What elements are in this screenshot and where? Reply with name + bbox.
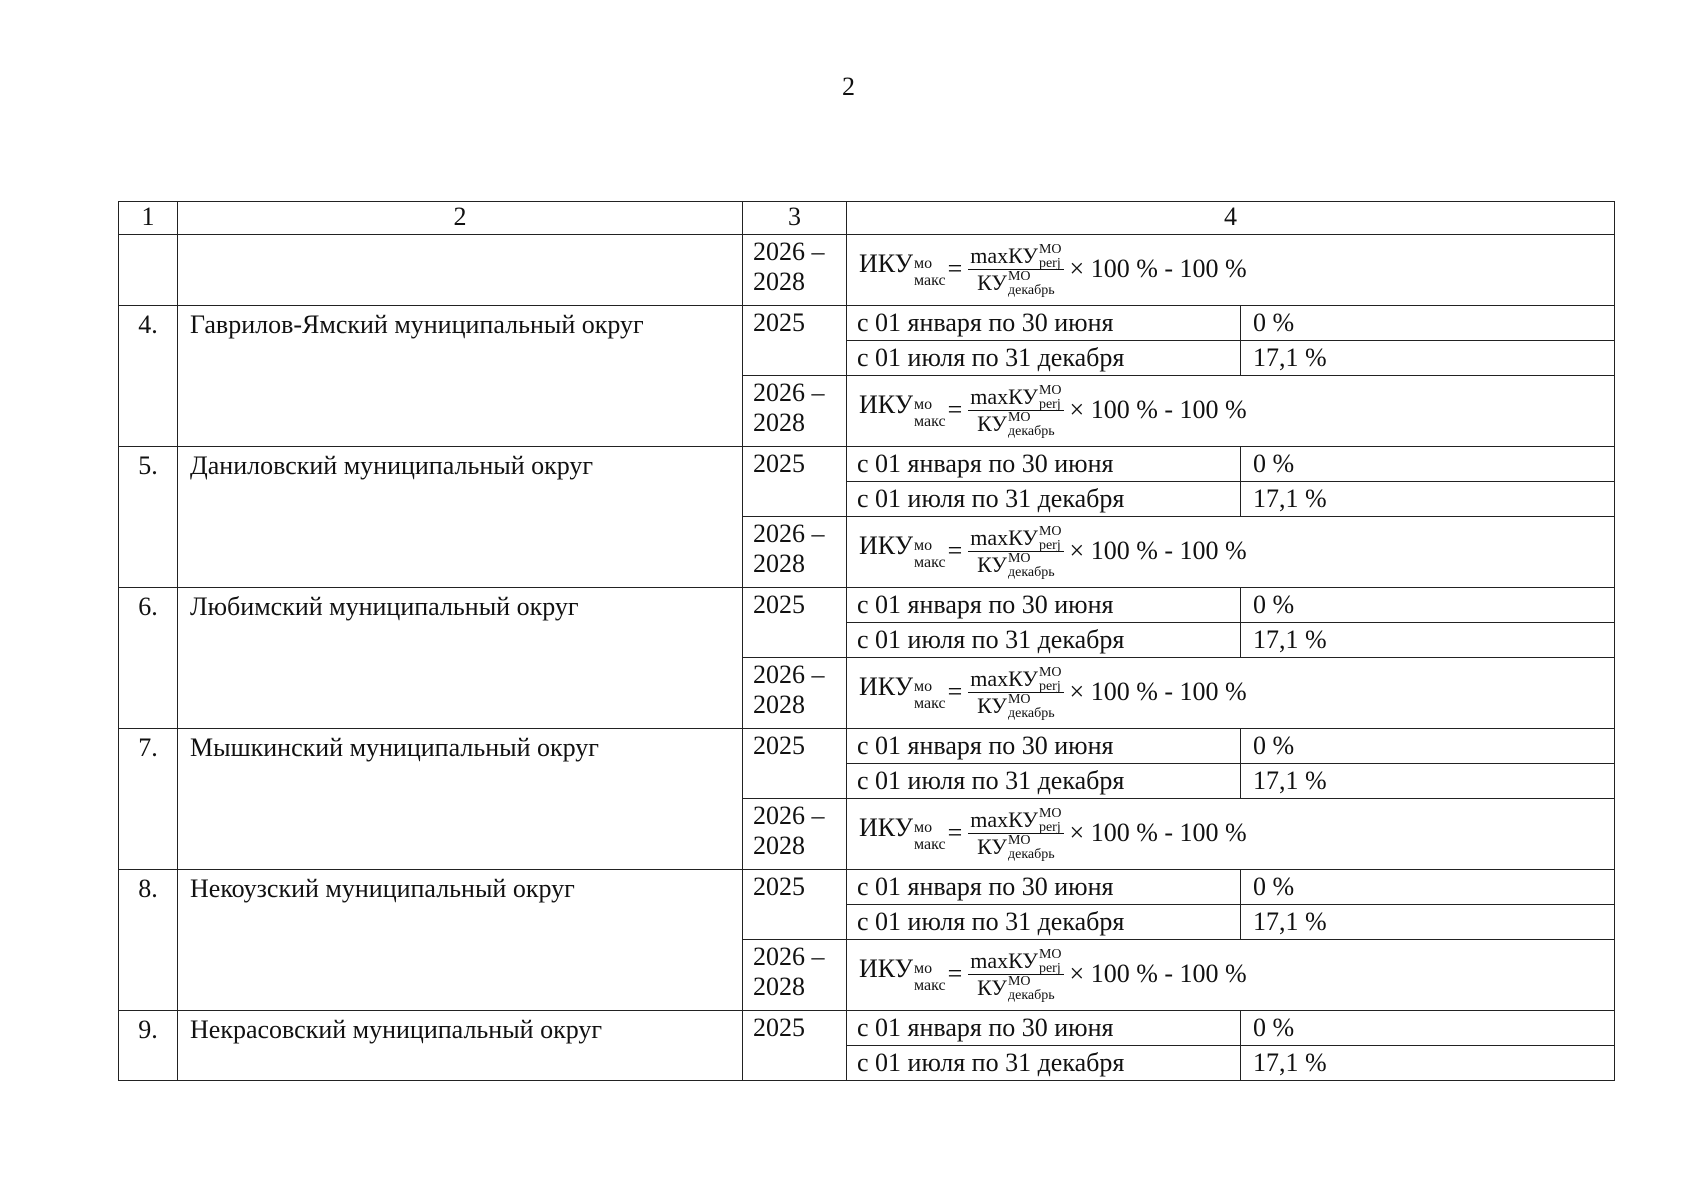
formula-lhs	[859, 531, 946, 572]
years-range: 2026 – 2028	[743, 658, 847, 729]
formula-lhs-sup: мо	[914, 254, 933, 272]
formula-cell	[847, 517, 1615, 588]
formula-lhs-indices	[914, 254, 946, 289]
rate-second-half: 17,1 %	[1241, 623, 1615, 658]
formula-fraction	[968, 243, 1063, 296]
row-number: 6.	[119, 588, 178, 729]
formula-den-sup: МО	[1007, 409, 1031, 425]
district-name: Мышкинский муниципальный округ	[178, 729, 743, 870]
formula-cell	[847, 799, 1615, 870]
period-first-half: с 01 января по 30 июня	[847, 588, 1241, 623]
year-2025: 2025	[743, 870, 847, 940]
formula-den-sub: декабрь	[1007, 282, 1055, 298]
formula-den-sub: декабрь	[1007, 705, 1055, 721]
formula-num-sub: perj	[1038, 537, 1061, 553]
formula-equals: =	[947, 677, 963, 706]
formula-lhs-base: ИКУ	[859, 953, 914, 983]
tariff-table	[118, 201, 1615, 1081]
row-number: 7.	[119, 729, 178, 870]
rate-first-half: 0 %	[1241, 306, 1615, 341]
formula-num-sup: МО	[1038, 241, 1062, 257]
period-second-half: с 01 июля по 31 декабря	[847, 764, 1241, 799]
years-range: 2026 – 2028	[743, 376, 847, 447]
district-name: Любимский муниципальный округ	[178, 588, 743, 729]
formula-den-indices	[1008, 693, 1055, 719]
years-range: 2026 – 2028	[743, 799, 847, 870]
district-name: Некрасовский муниципальный округ	[178, 1011, 743, 1081]
formula-cell	[847, 658, 1615, 729]
formula-numerator	[968, 666, 1063, 693]
formula	[847, 658, 1614, 726]
formula-num-base: maxКУ	[970, 665, 1038, 691]
period-first-half: с 01 января по 30 июня	[847, 870, 1241, 905]
formula-lhs-sup: мо	[914, 677, 933, 695]
table-row	[119, 447, 1615, 482]
formula-den-base: КУ	[977, 410, 1007, 436]
formula-num-base: maxКУ	[970, 524, 1038, 550]
year-2025: 2025	[743, 1011, 847, 1081]
formula-fraction	[968, 807, 1063, 860]
formula-numerator	[968, 384, 1063, 411]
period-second-half: с 01 июля по 31 декабря	[847, 341, 1241, 376]
formula-lhs	[859, 813, 946, 854]
formula-den-sup: МО	[1007, 832, 1031, 848]
header-col-1: 1	[119, 202, 178, 235]
rate-first-half: 0 %	[1241, 447, 1615, 482]
formula-den-sup: МО	[1007, 973, 1031, 989]
formula	[847, 940, 1614, 1008]
formula-lhs-base: ИКУ	[859, 812, 914, 842]
formula-lhs-sub: макс	[914, 412, 946, 430]
formula-lhs-indices	[914, 959, 946, 994]
formula-den-sub: декабрь	[1007, 987, 1055, 1003]
formula-num-base: maxКУ	[970, 242, 1038, 268]
period-second-half: с 01 июля по 31 декабря	[847, 623, 1241, 658]
rate-second-half: 17,1 %	[1241, 764, 1615, 799]
formula-den-indices	[1008, 975, 1055, 1001]
formula-num-base: maxКУ	[970, 383, 1038, 409]
header-row	[119, 202, 1615, 235]
formula-lhs-sup: мо	[914, 395, 933, 413]
formula-den-indices	[1008, 411, 1055, 437]
formula-lhs-sup: мо	[914, 959, 933, 977]
formula-num-sub: perj	[1038, 960, 1061, 976]
period-first-half: с 01 января по 30 июня	[847, 1011, 1241, 1046]
rate-first-half: 0 %	[1241, 1011, 1615, 1046]
continuation-row	[119, 235, 1615, 306]
formula	[847, 376, 1614, 444]
row-number: 5.	[119, 447, 178, 588]
formula-den-base: КУ	[977, 269, 1007, 295]
formula-denominator	[975, 834, 1056, 860]
period-second-half: с 01 июля по 31 декабря	[847, 1046, 1241, 1081]
formula-equals: =	[947, 254, 963, 283]
formula-cell	[847, 235, 1615, 306]
continuation-num-cell	[119, 235, 178, 306]
formula-num-sup: МО	[1038, 946, 1062, 962]
header-col-3: 3	[743, 202, 847, 235]
formula-num-base: maxКУ	[970, 947, 1038, 973]
formula-num-sub: perj	[1038, 396, 1061, 412]
formula-lhs-sub: макс	[914, 553, 946, 571]
row-number: 4.	[119, 306, 178, 447]
formula-numerator	[968, 948, 1063, 975]
formula	[847, 799, 1614, 867]
formula-lhs-base: ИКУ	[859, 671, 914, 701]
year-2025: 2025	[743, 447, 847, 517]
formula-tail: × 100 % - 100 %	[1069, 677, 1247, 706]
formula-den-base: КУ	[977, 833, 1007, 859]
table-row	[119, 1011, 1615, 1046]
formula-lhs-sub: макс	[914, 694, 946, 712]
district-name: Некоузский муниципальный округ	[178, 870, 743, 1011]
formula-lhs-base: ИКУ	[859, 389, 914, 419]
formula-numerator	[968, 807, 1063, 834]
formula-num-indices	[1039, 666, 1062, 692]
formula-den-indices	[1008, 270, 1055, 296]
rate-second-half: 17,1 %	[1241, 905, 1615, 940]
row-number: 8.	[119, 870, 178, 1011]
formula-lhs-base: ИКУ	[859, 530, 914, 560]
formula-lhs	[859, 390, 946, 431]
period-first-half: с 01 января по 30 июня	[847, 447, 1241, 482]
period-second-half: с 01 июля по 31 декабря	[847, 905, 1241, 940]
years-range: 2026 – 2028	[743, 517, 847, 588]
table-row	[119, 306, 1615, 341]
formula-den-base: КУ	[977, 974, 1007, 1000]
formula-tail: × 100 % - 100 %	[1069, 959, 1247, 988]
formula-num-indices	[1039, 807, 1062, 833]
continuation-years: 2026 – 2028	[743, 235, 847, 306]
formula-numerator	[968, 243, 1063, 270]
formula-equals: =	[947, 959, 963, 988]
formula	[847, 517, 1614, 585]
table-row	[119, 870, 1615, 905]
district-name: Даниловский муниципальный округ	[178, 447, 743, 588]
formula-den-indices	[1008, 834, 1055, 860]
formula-denominator	[975, 975, 1056, 1001]
formula-equals: =	[947, 818, 963, 847]
formula-lhs-base: ИКУ	[859, 248, 914, 278]
formula-den-indices	[1008, 552, 1055, 578]
year-2025: 2025	[743, 588, 847, 658]
table-row	[119, 588, 1615, 623]
formula-num-indices	[1039, 948, 1062, 974]
formula-fraction	[968, 948, 1063, 1001]
row-number: 9.	[119, 1011, 178, 1081]
formula-fraction	[968, 666, 1063, 719]
rate-first-half: 0 %	[1241, 870, 1615, 905]
formula-den-base: КУ	[977, 551, 1007, 577]
formula-denominator	[975, 411, 1056, 437]
formula-equals: =	[947, 395, 963, 424]
period-first-half: с 01 января по 30 июня	[847, 729, 1241, 764]
formula-num-sub: perj	[1038, 678, 1061, 694]
formula-equals: =	[947, 536, 963, 565]
rate-second-half: 17,1 %	[1241, 341, 1615, 376]
formula-lhs-indices	[914, 818, 946, 853]
formula-den-base: КУ	[977, 692, 1007, 718]
formula-lhs-sub: макс	[914, 271, 946, 289]
year-2025: 2025	[743, 729, 847, 799]
formula-numerator	[968, 525, 1063, 552]
formula	[847, 235, 1614, 303]
formula-denominator	[975, 693, 1056, 719]
formula-tail: × 100 % - 100 %	[1069, 536, 1247, 565]
formula-num-sup: МО	[1038, 382, 1062, 398]
rate-first-half: 0 %	[1241, 588, 1615, 623]
years-range: 2026 – 2028	[743, 940, 847, 1011]
formula-cell	[847, 940, 1615, 1011]
formula-lhs-sub: макс	[914, 835, 946, 853]
rate-first-half: 0 %	[1241, 729, 1615, 764]
formula-den-sup: МО	[1007, 268, 1031, 284]
formula-num-sup: МО	[1038, 523, 1062, 539]
period-first-half: с 01 января по 30 июня	[847, 306, 1241, 341]
formula-num-sub: perj	[1038, 819, 1061, 835]
formula-num-indices	[1039, 243, 1062, 269]
formula-lhs-sub: макс	[914, 976, 946, 994]
formula-den-sub: декабрь	[1007, 423, 1055, 439]
formula-lhs	[859, 672, 946, 713]
continuation-name-cell	[178, 235, 743, 306]
formula-num-base: maxКУ	[970, 806, 1038, 832]
table-row	[119, 729, 1615, 764]
rate-second-half: 17,1 %	[1241, 482, 1615, 517]
formula-den-sub: декабрь	[1007, 846, 1055, 862]
district-name: Гаврилов-Ямский муниципальный округ	[178, 306, 743, 447]
rate-second-half: 17,1 %	[1241, 1046, 1615, 1081]
page-number: 2	[842, 72, 855, 101]
formula-tail: × 100 % - 100 %	[1069, 395, 1247, 424]
formula-lhs-indices	[914, 536, 946, 571]
formula-num-sup: МО	[1038, 805, 1062, 821]
header-col-4: 4	[847, 202, 1615, 235]
formula-lhs-sup: мо	[914, 536, 933, 554]
formula-num-indices	[1039, 525, 1062, 551]
formula-lhs	[859, 249, 946, 290]
formula-lhs-indices	[914, 677, 946, 712]
period-second-half: с 01 июля по 31 декабря	[847, 482, 1241, 517]
formula-lhs	[859, 954, 946, 995]
formula-den-sup: МО	[1007, 550, 1031, 566]
formula-num-sup: МО	[1038, 664, 1062, 680]
formula-fraction	[968, 384, 1063, 437]
formula-denominator	[975, 270, 1056, 296]
formula-num-sub: perj	[1038, 255, 1061, 271]
formula-denominator	[975, 552, 1056, 578]
formula-den-sub: декабрь	[1007, 564, 1055, 580]
year-2025: 2025	[743, 306, 847, 376]
formula-lhs-sup: мо	[914, 818, 933, 836]
formula-lhs-indices	[914, 395, 946, 430]
formula-tail: × 100 % - 100 %	[1069, 254, 1247, 283]
formula-num-indices	[1039, 384, 1062, 410]
formula-den-sup: МО	[1007, 691, 1031, 707]
header-col-2: 2	[178, 202, 743, 235]
formula-tail: × 100 % - 100 %	[1069, 818, 1247, 847]
formula-cell	[847, 376, 1615, 447]
formula-fraction	[968, 525, 1063, 578]
